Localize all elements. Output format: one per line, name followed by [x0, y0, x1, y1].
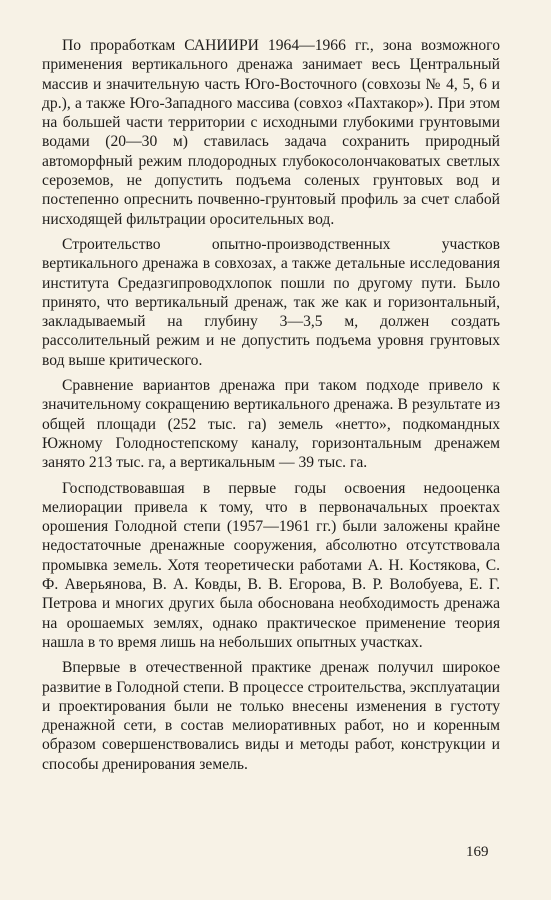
paragraph: Строительство опытно-производственных участков вертикального дренажа в совхозах, а также детальные исследования института Средазгипроводхлопок пошли по другому пути. Было принято, что вертикальный дренаж, так же как и горизонтальный, закладываемый на глубину 3—3,5 м, должен создать рассолительный режим и не допустить подъема уровня грунтовых вод выше критического. [42, 235, 500, 369]
page-body [42, 36, 500, 780]
paragraph: Сравнение вариантов дренажа при таком подходе привело к значительному сокращению вертикального дренажа. В результате из общей площади (252 тыс. га) земель «нетто», подкомандных Южному Голодностепскому каналу, горизонтальным дренажем занято 213 тыс. га, а вертикальным — 39 тыс. га. [42, 377, 500, 472]
page-number: 169 [466, 844, 489, 860]
paragraph: По проработкам САНИИРИ 1964—1966 гг., зона возможного применения вертикального дренажа занимает весь Центральный массив и значительную часть Юго-Восточного (совхозы № 4, 5, 6 и др.), а также Юго-Западного массива (совхоз «Пахтакор»). При этом на большей части территории с исходными глубокими грунтовыми водами (20—30 м) ставилась задача сохранить природный автоморфный режим плодородных глубокосолончаковатых светлых сероземов, не допустить подъема соленых грунтовых вод и постепенно опреснить почвенно-грунтовый профиль за счет слабой нисходящей фильтрации оросительных вод. [42, 37, 500, 228]
paragraph: Господствовавшая в первые годы освоения недооценка мелиорации привела к тому, что в первоначальных проектах орошения Голодной степи (1957—1961 гг.) были заложены крайне недостаточные дренажные сооружения, абсолютно отсутствовала промывка земель. Хотя теоретически работами А. Н. Костякова, С. Ф. Аверьянова, В. А. Ковды, В. В. Егорова, В. Р. Волобуева, Е. Г. Петрова и многих других была обоснована необходимость дренажа на орошаемых землях, однако практическое применение теория нашла в то время лишь на небольших опытных участках. [42, 479, 500, 651]
paragraph: Впервые в отечественной практике дренаж получил широкое развитие в Голодной степи. В процессе строительства, эксплуатации и проектирования были не только внесены изменения в густоту дренажной сети, в состав мелиоративных работ, но и коренным образом совершенствовались виды и методы работ, конструкции и способы дренирования земель. [42, 659, 500, 773]
